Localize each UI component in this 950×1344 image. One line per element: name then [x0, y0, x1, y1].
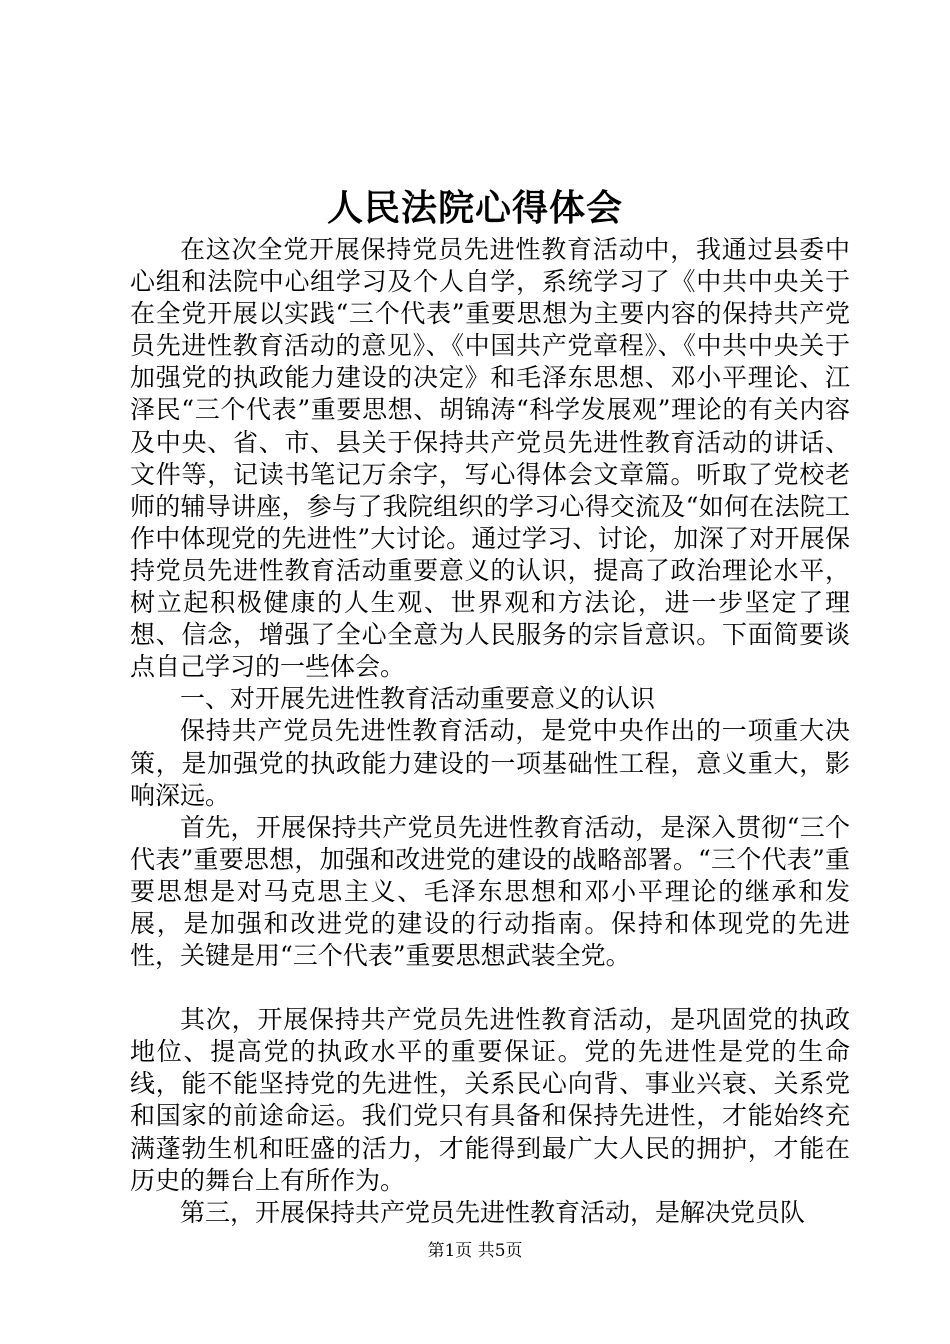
paragraph-significance: 保持共产党员先进性教育活动，是党中央作出的一项重大决策，是加强党的执政能力建设的一项基础性工程，意义重大，影响深远。 — [130, 716, 850, 810]
document-title: 人民法院心得体会 — [326, 187, 623, 229]
section-heading: 一、对开展先进性教育活动重要意义的认识 — [180, 684, 656, 714]
paragraph-second: 其次，开展保持共产党员先进性教育活动，是巩固党的执政地位、提高党的执政水平的重要保证。党的先进性是党的生命线，能不能坚持党的先进性，关系民心向背、事业兴衰、关系党和国家的前途命运。我们党只有具备和保持先进性，才能始终充满蓬勃生机和旺盛的活力，才能得到最广大人民的拥护，才能在历史的舞台上有所作为。 — [130, 1005, 850, 1195]
document-body — [130, 234, 850, 1229]
paragraph-third: 第三，开展保持共产党员先进性教育活动，是解决党员队 — [180, 1197, 806, 1227]
page-footer: 第1页 共5页 — [427, 1241, 523, 1261]
paragraph-intro: 在这次全党开展保持党员先进性教育活动中，我通过县委中心组和法院中心组学习及个人自学，系统学习了《中共中央关于在全党开展以实践“三个代表”重要思想为主要内容的保持共产党员先进性教育活动的意见》、《中国共产党章程》、《中共中央关于加强党的执政能力建设的决定》和毛泽东思想、邓小平理论、江泽民“三个代表”重要思想、胡锦涛“科学发展观”理论的有关内容及中央、省、市、县关于保持共产党员先进性教育活动的讲话、文件等，记读书笔记万余字，写心得体会文章篇。听取了党校老师的辅导讲座，参与了我院组织的学习心得交流及“如何在法院工作中体现党的先进性”大讨论。通过学习、讨论，加深了对开展保持党员先进性教育活动重要意义的认识，提高了政治理论水平，树立起积极健康的人生观、世界观和方法论，进一步坚定了理想、信念，增强了全心全意为人民服务的宗旨意识。下面简要谈点自己学习的一些体会。 — [130, 235, 850, 682]
paragraph-first: 首先，开展保持共产党员先进性教育活动，是深入贯彻“三个代表”重要思想，加强和改进党的建设的战略部署。“三个代表”重要思想是对马克思主义、毛泽东思想和邓小平理论的继承和发展，是加强和改进党的建设的行动指南。保持和体现党的先进性，关键是用“三个代表”重要思想武装全党。 — [130, 812, 850, 971]
